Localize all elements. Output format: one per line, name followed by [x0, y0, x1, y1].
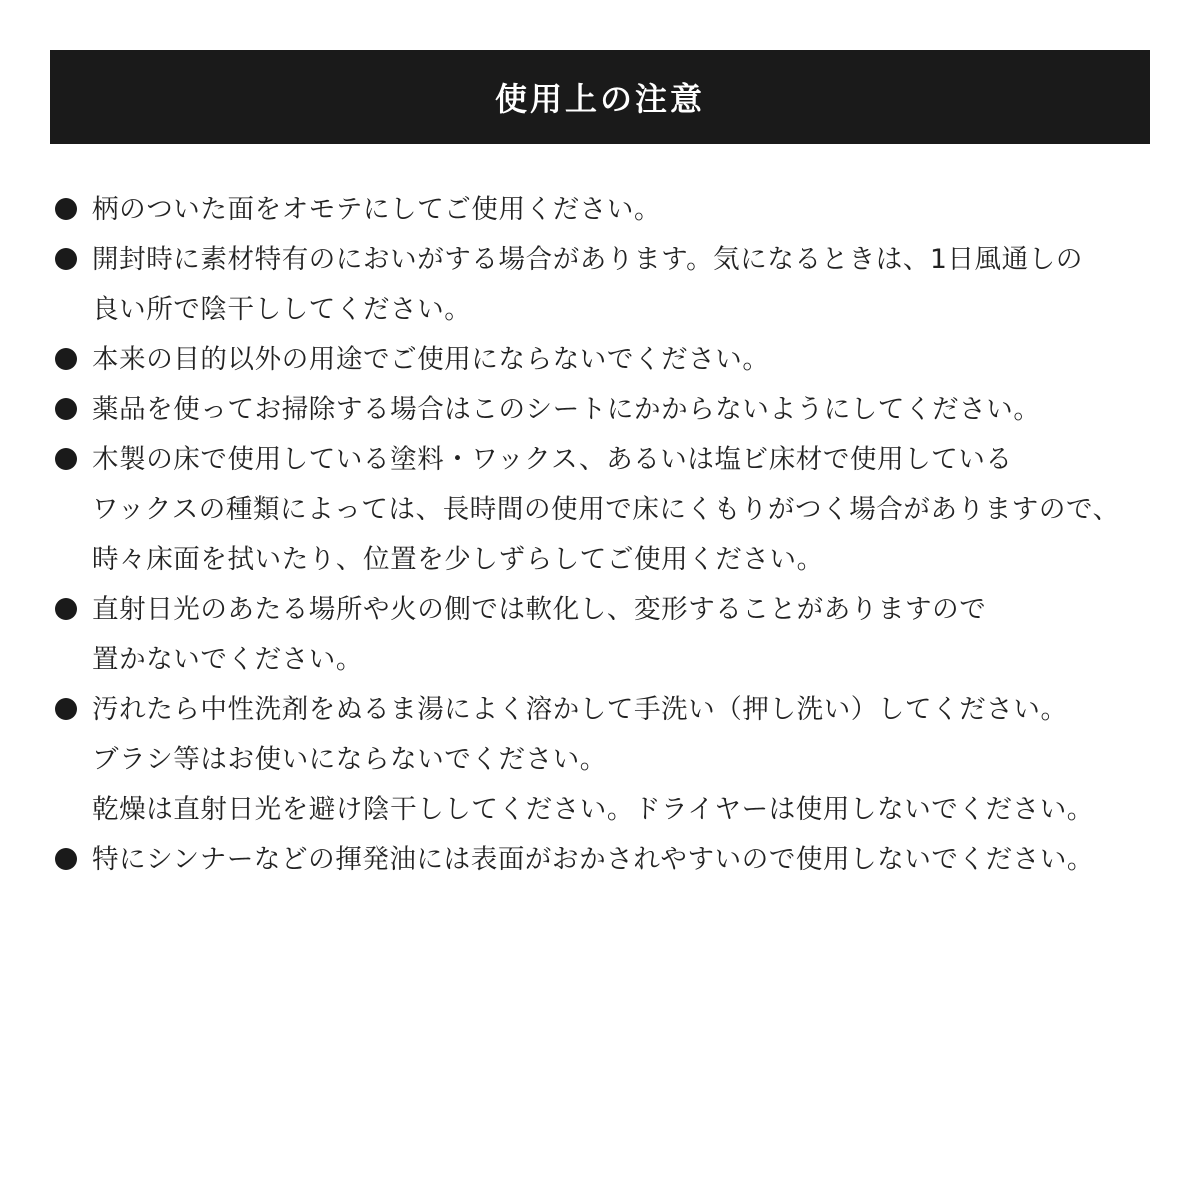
notes-list [50, 185, 1160, 885]
note-text: 乾燥は直射日光を避け陰干ししてください。ドライヤーは使用しないでください。 [92, 794, 1094, 825]
bullet-icon [55, 698, 77, 720]
note-text: 開封時に素材特有のにおいがする場合があります。気になるときは、1日風通しの [92, 244, 1083, 275]
note-item [50, 585, 1160, 685]
note-item [50, 335, 1160, 385]
note-text: 本来の目的以外の用途でご使用にならないでください。 [92, 344, 770, 375]
bullet-icon [55, 198, 77, 220]
note-text: ワックスの種類によっては、長時間の使用で床にくもりがつく場合がありますので、 [92, 494, 1120, 525]
bullet-icon [55, 248, 77, 270]
note-text: 時々床面を拭いたり、位置を少しずらしてご使用ください。 [92, 544, 824, 575]
bullet-icon [55, 348, 77, 370]
note-text: 特にシンナーなどの揮発油には表面がおかされやすいので使用しないでください。 [92, 844, 1095, 875]
note-text: 良い所で陰干ししてください。 [92, 294, 472, 325]
note-text: 直射日光のあたる場所や火の側では軟化し、変形することがありますので [92, 594, 987, 625]
bullet-icon [55, 848, 77, 870]
note-item [50, 235, 1160, 335]
note-item [50, 385, 1160, 435]
bullet-icon [55, 598, 77, 620]
bullet-icon [55, 448, 77, 470]
page-title: 使用上の注意 [494, 80, 705, 118]
note-text: 木製の床で使用している塗料・ワックス、あるいは塩ビ床材で使用している [92, 444, 1013, 475]
note-item [50, 685, 1160, 835]
note-item [50, 835, 1160, 885]
note-item [50, 435, 1160, 585]
note-text: 薬品を使ってお掃除する場合はこのシートにかからないようにしてください。 [92, 394, 1041, 425]
note-text: 柄のついた面をオモテにしてご使用ください。 [92, 194, 662, 225]
note-text: ブラシ等はお使いにならないでください。 [92, 744, 607, 775]
note-item [50, 185, 1160, 235]
note-text: 汚れたら中性洗剤をぬるま湯によく溶かして手洗い（押し洗い）してください。 [92, 694, 1068, 725]
note-text: 置かないでください。 [92, 644, 363, 675]
header-bar [50, 50, 1150, 144]
bullet-icon [55, 398, 77, 420]
